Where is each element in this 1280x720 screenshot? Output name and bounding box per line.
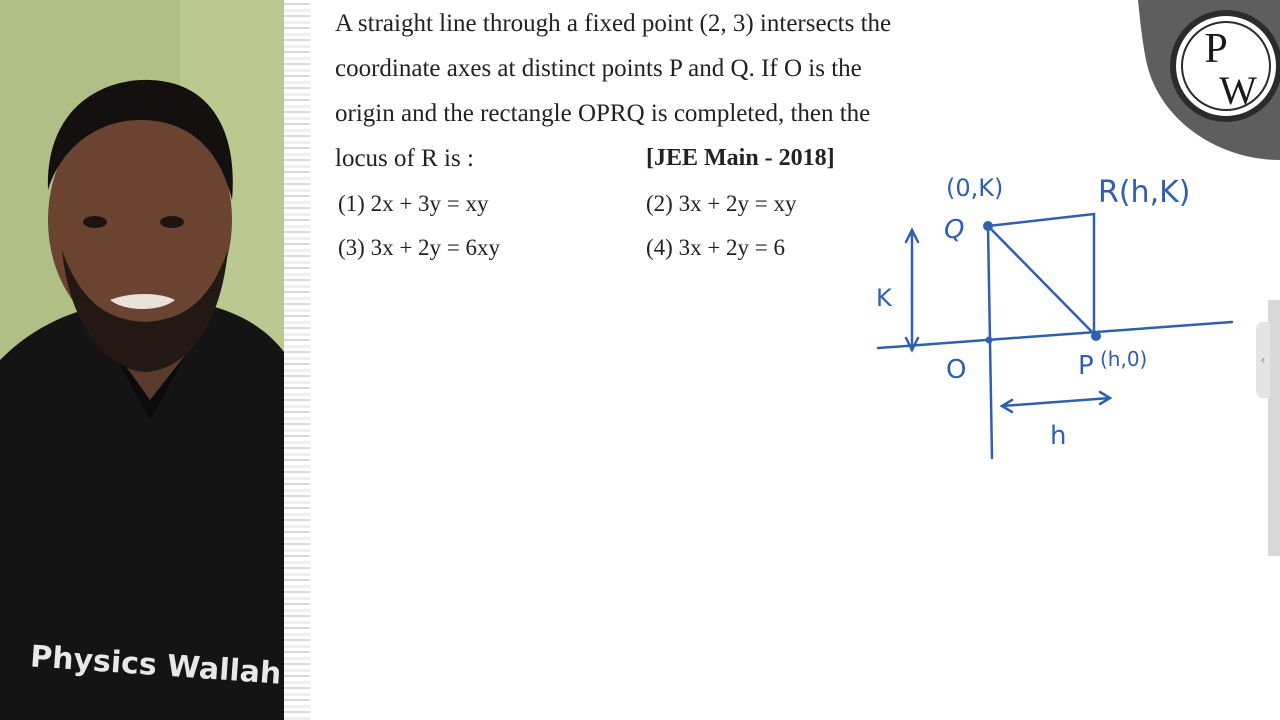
q-point-label: Q — [944, 215, 965, 245]
option-4: (4) 3x + 2y = 6 — [646, 235, 786, 260]
torn-edge — [284, 0, 310, 720]
option-3: (3) 3x + 2y = 6xy — [338, 235, 501, 260]
h-label: h — [1050, 421, 1067, 451]
k-label: K — [876, 284, 892, 312]
pw-logo — [1138, 0, 1280, 160]
point-o — [986, 337, 993, 344]
origin-label: O — [946, 355, 967, 385]
line-qp — [988, 226, 1096, 336]
watermark-text: Physics Wallah — [29, 639, 283, 692]
question-line-1: A straight line through a fixed point (2, 3) intersects the — [335, 10, 892, 37]
h-arrow-line — [1002, 398, 1110, 406]
point-p — [1091, 331, 1101, 341]
pw-logo-icon — [1138, 0, 1280, 160]
point-q — [983, 221, 993, 231]
chevron-left-icon[interactable]: ‹ — [1260, 353, 1266, 367]
presenter-figure — [0, 0, 310, 720]
r-coordinate-label: R(h,K) — [1098, 175, 1191, 210]
question-line-2: coordinate axes at distinct points P and Q. If O is the — [335, 55, 862, 82]
q-coordinate-label: (0,K) — [946, 174, 1004, 202]
x-axis-line — [878, 322, 1232, 348]
logo-letter-w: W — [1219, 68, 1257, 113]
p-point-label: P — [1078, 351, 1094, 381]
scrollbar-handle[interactable] — [1256, 322, 1270, 398]
p-coordinate-label: (h,0) — [1100, 347, 1148, 371]
exam-source: [JEE Main - 2018] — [646, 145, 835, 171]
question-line-3: origin and the rectangle OPRQ is completed, then the — [335, 100, 871, 127]
presenter-video — [0, 0, 310, 720]
option-1: (1) 2x + 3y = xy — [338, 191, 489, 216]
question-line-4: locus of R is : — [335, 145, 474, 172]
option-2: (2) 3x + 2y = xy — [646, 191, 797, 216]
logo-letter-p: P — [1204, 26, 1228, 72]
hand-drawn-diagram — [860, 140, 1250, 470]
